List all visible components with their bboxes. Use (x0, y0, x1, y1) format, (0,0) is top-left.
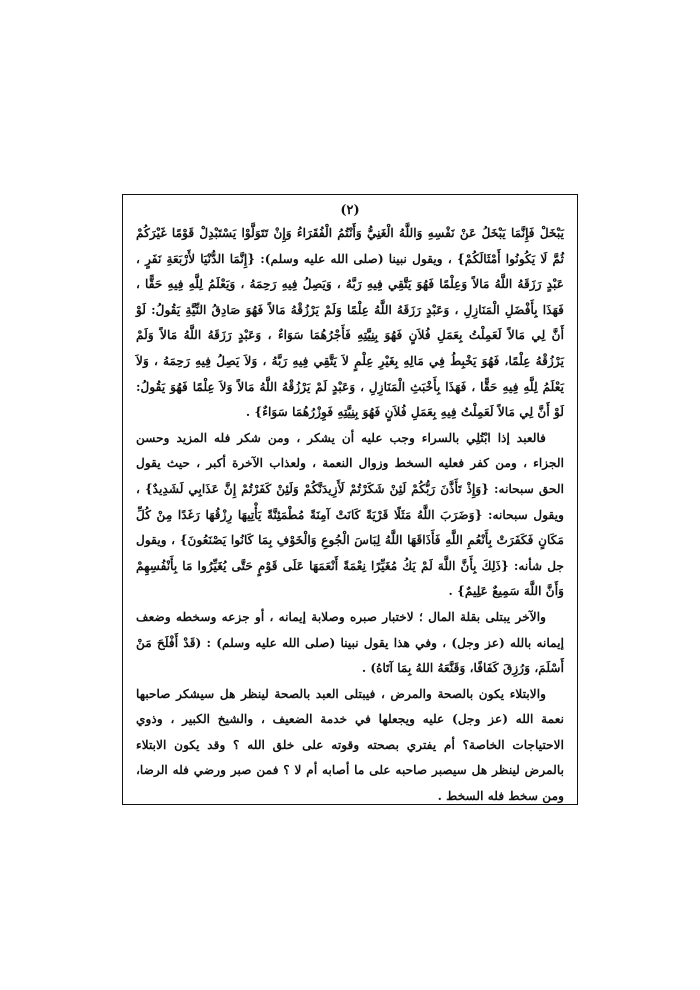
paragraph-hadith-four-people: يَبْخَلْ فَإِنَّمَا يَبْخَلُ عَنْ نَفْسِهِ وَاللَّهُ الْغَنِيُّ وَأَنْتُمُ الْفُقَرَاءُ وَإِنْ تَتَوَلَّوْا يَسْتَبْدِلْ قَوْمًا غَيْرَكُمْ ثُمَّ لَا يَكُونُوا أَمْثَالَكُمْ} ، ويقول نبينا (صلى الله عليه وسلم): {إِنَّمَا الدُّنْيَا لأَرْبَعَةِ نَفَرٍ ، عَبْدٍ رَزَقَهُ اللَّهُ مَالاً وَعِلْمًا فَهُوَ يَتَّقِي فِيهِ رَبَّهُ ، وَيَصِلُ فِيهِ رَحِمَهُ ، وَيَعْلَمُ لِلَّهِ فِيهِ حَقًّا ، فَهَذَا بِأَفْضَلِ الْمَنَازِلِ ، وَعَبْدٍ رَزَقَهُ اللَّهُ عِلْمًا وَلَمْ يَرْزُقْهُ مَالاً فَهُوَ صَادِقُ النِّيَّةِ يَقُولُ: لَوْ أَنَّ لِي مَالاً لَعَمِلْتُ بِعَمَلِ فُلاَنٍ فَهُوَ بِنِيَّتِهِ فَأَجْرُهُمَا سَوَاءٌ ، وَعَبْدٍ رَزَقَهُ اللَّهُ مَالاً وَلَمْ يَرْزُقْهُ عِلْمًا، فَهُوَ يَخْبِطُ فِي مَالِهِ بِغَيْرِ عِلْمٍ لاَ يَتَّقِي فِيهِ رَبَّهُ ، وَلاَ يَصِلُ فِيهِ رَحِمَهُ ، وَلاَ يَعْلَمُ لِلَّهِ فِيهِ حَقًّا ، فَهَذَا بِأَخْبَثِ الْمَنَازِلِ ، وَعَبْدٍ لَمْ يَرْزُقْهُ اللَّهُ مَالاً وَلاَ عِلْمًا فَهُوَ يَقُولُ: لَوْ أَنَّ لِي مَالاً لَعَمِلْتُ فِيهِ بِعَمَلِ فُلاَنٍ فَهُوَ بِنِيَّتِهِ فَوِزْرُهُمَا سَوَاءٌ} . (136, 226, 564, 420)
page-number: (٢) (340, 203, 360, 218)
page-frame (122, 194, 578, 805)
paragraph-trial-of-prosperity: فالعبد إذا ابْتُلِي بالسراء وجب عليه أن يشكر ، ومن شكر فله المزيد وحسن الجزاء ، ومن كفر فعليه السخط وزوال النعمة ، ولعذاب الآخرة أكبر ، حيث يقول الحق سبحانه: {وَإِذْ تَأَذَّنَ رَبُّكُمْ لَئِنْ شَكَرْتُمْ لَأَزِيدَنَّكُمْ وَلَئِنْ كَفَرْتُمْ إِنَّ عَذَابِي لَشَدِيدٌ} ، ويقول سبحانه: {وَضَرَبَ اللَّهُ مَثَلًا قَرْيَةً كَانَتْ آمِنَةً مُطْمَئِنَّةً يَأْتِيهَا رِزْقُهَا رَغَدًا مِنْ كُلِّ مَكَانٍ فَكَفَرَتْ بِأَنْعُمِ اللَّهِ فَأَذَاقَهَا اللَّهُ لِبَاسَ الْجُوعِ وَالْخَوْفِ بِمَا كَانُوا يَصْنَعُونَ} ، ويقول جل شأنه: {ذَلِكَ بِأَنَّ اللَّهَ لَمْ يَكُ مُغَيِّرًا نِعْمَةً أَنْعَمَهَا عَلَى قَوْمٍ حَتَّى يُغَيِّرُوا مَا بِأَنْفُسِهِمْ وَأَنَّ اللَّهَ سَمِيعٌ عَلِيمٌ} . (136, 430, 564, 599)
paragraph-trial-of-poverty: والآخر يبتلى بقلة المال ؛ لاختبار صبره وصلابة إيمانه ، أو جزعه وسخطه وضعف إيمانه بالله (عز وجل) ، وفي هذا يقول نبينا (صلى الله عليه وسلم) : (قَدْ أَفْلَحَ مَنْ أَسْلَمَ، وَرُزِقَ كَفَافًا، وَقَنَّعَهُ اللهُ بِمَا آتَاهُ) . (136, 609, 564, 676)
paragraph-trial-of-health-and-illness: والابتلاء يكون بالصحة والمرض ، فيبتلى العبد بالصحة لينظر هل سيشكر صاحبها نعمة الله (عز وجل) عليه ويجعلها في خدمة الضعيف ، والشيخ الكبير ، وذوي الاحتياجات الخاصة؟ أم يفتري بصحته وقوته على خلق الله ؟ وقد يكون الابتلاء بالمرض لينظر هل سيصبر صاحبه على ما أصابه أم لا ؟ فمن صبر ورضي فله الرضا، ومن سخط فله السخط . (136, 686, 564, 804)
